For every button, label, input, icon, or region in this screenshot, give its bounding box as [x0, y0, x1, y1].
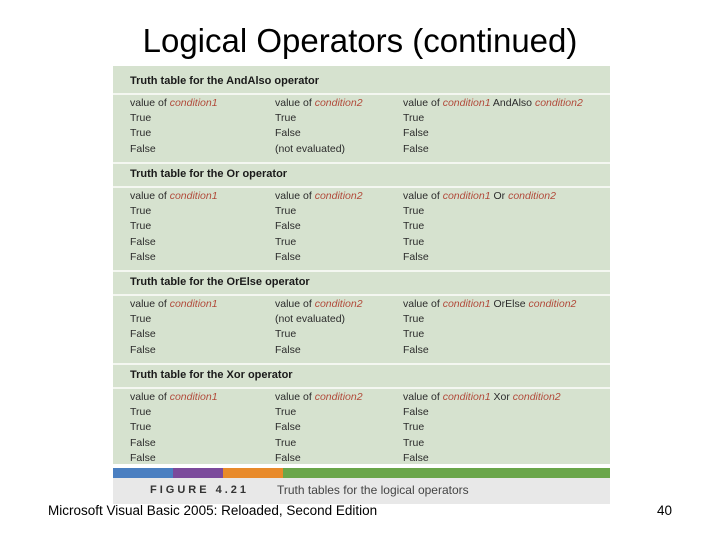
header-variable: condition1 [442, 298, 491, 311]
table-cell: False [403, 142, 429, 155]
table-cell: True [275, 235, 297, 248]
header-variable: condition1 [442, 189, 491, 202]
table-cell: False [130, 436, 156, 449]
table-cell: False [403, 127, 429, 140]
color-bar-green [283, 468, 610, 478]
header-prefix: value of [275, 391, 315, 403]
table-cell: False [275, 250, 301, 263]
header-variable: condition2 [314, 97, 363, 109]
table-cell: True [130, 220, 152, 233]
table-cell: True [403, 328, 425, 341]
header-prefix: value of [130, 97, 170, 109]
header-prefix: value of [130, 298, 170, 311]
truth-table-area [113, 66, 610, 464]
table-divider [113, 387, 610, 389]
table-cell: False [275, 451, 301, 464]
table-cell: False [130, 343, 156, 356]
table-cell: True [130, 204, 152, 217]
header-variable: condition2 [534, 97, 583, 109]
figure-caption-band [113, 478, 610, 504]
header-operator: AndAlso [490, 97, 535, 109]
header-variable: condition1 [442, 391, 491, 403]
table-cell: False [403, 250, 429, 263]
table-cell: (not evaluated) [275, 142, 346, 155]
header-variable: condition2 [528, 298, 577, 311]
header-result [403, 190, 556, 202]
figure-color-bar [113, 468, 610, 478]
table-cell: False [275, 127, 301, 140]
table-cell: False [275, 220, 301, 233]
header-prefix: value of [403, 298, 443, 311]
header-condition1 [130, 190, 218, 202]
section-title: Truth table for the Xor operator [130, 369, 293, 381]
table-cell: False [275, 343, 301, 356]
figure-caption: Truth tables for the logical operators [277, 483, 469, 497]
color-bar-purple [173, 468, 223, 478]
table-cell: True [403, 313, 425, 326]
header-result [403, 97, 583, 109]
table-cell: True [403, 421, 425, 434]
table-cell: True [403, 204, 425, 217]
figure-label: FIGURE 4.21 [150, 484, 250, 496]
table-cell: False [130, 142, 156, 155]
table-cell: False [403, 406, 429, 418]
table-divider [113, 93, 610, 95]
header-condition1 [130, 97, 218, 109]
table-cell: True [130, 406, 152, 418]
table-divider [113, 186, 610, 188]
table-cell: False [130, 250, 156, 263]
header-result [403, 391, 561, 403]
header-variable: condition2 [314, 298, 363, 311]
header-prefix: value of [130, 391, 170, 403]
header-variable: condition1 [169, 391, 218, 403]
header-prefix: value of [403, 97, 443, 109]
section-title: Truth table for the OrElse operator [130, 276, 310, 289]
table-cell: True [130, 127, 152, 140]
table-divider [113, 294, 610, 296]
table-cell: True [403, 436, 425, 449]
table-divider [113, 363, 610, 365]
table-cell: True [403, 235, 425, 248]
header-prefix: value of [275, 298, 315, 311]
header-condition1 [130, 391, 218, 403]
section-title: Truth table for the Or operator [130, 167, 288, 180]
header-condition1 [130, 298, 218, 310]
slide-title: Logical Operators (continued) [142, 22, 578, 59]
slide-page-number: 40 [656, 503, 672, 518]
table-cell: True [130, 112, 152, 124]
header-operator: OrElse [490, 298, 529, 311]
table-cell: False [130, 328, 156, 341]
header-variable: condition2 [314, 391, 363, 403]
header-prefix: value of [130, 189, 170, 202]
header-variable: condition2 [508, 189, 556, 202]
table-cell: True [403, 112, 425, 124]
header-result [403, 298, 576, 310]
table-cell: True [275, 436, 297, 449]
header-condition2 [275, 97, 363, 109]
table-cell: False [130, 451, 156, 464]
table-cell: True [130, 313, 152, 326]
slide-footer-text: Microsoft Visual Basic 2005: Reloaded, Second Edition [48, 503, 378, 518]
header-prefix: value of [275, 189, 315, 202]
header-condition2 [275, 190, 363, 202]
color-bar-orange [223, 468, 283, 478]
section-title: Truth table for the AndAlso operator [130, 75, 320, 87]
table-cell: False [403, 451, 429, 464]
header-variable: condition2 [512, 391, 561, 403]
color-bar-blue [113, 468, 173, 478]
header-prefix: value of [275, 97, 315, 109]
table-cell: True [275, 204, 297, 217]
table-cell: True [275, 328, 297, 341]
header-operator: Or [490, 189, 509, 202]
header-variable: condition1 [169, 298, 218, 311]
header-operator: Xor [490, 391, 513, 403]
header-prefix: value of [403, 189, 443, 202]
table-cell: False [275, 421, 301, 434]
table-divider [113, 162, 610, 164]
table-cell: True [130, 421, 152, 434]
table-cell: False [130, 235, 156, 248]
header-condition2 [275, 298, 363, 310]
table-cell: True [275, 112, 297, 124]
header-variable: condition1 [169, 97, 218, 109]
table-cell: True [403, 220, 425, 233]
table-divider [113, 270, 610, 272]
table-cell: True [275, 406, 297, 418]
table-cell: False [403, 343, 429, 356]
truth-table-figure [113, 66, 610, 504]
header-variable: condition2 [314, 189, 363, 202]
header-variable: condition1 [169, 189, 218, 202]
header-prefix: value of [403, 391, 443, 403]
header-condition2 [275, 391, 363, 403]
header-variable: condition1 [442, 97, 491, 109]
table-cell: (not evaluated) [275, 313, 346, 326]
